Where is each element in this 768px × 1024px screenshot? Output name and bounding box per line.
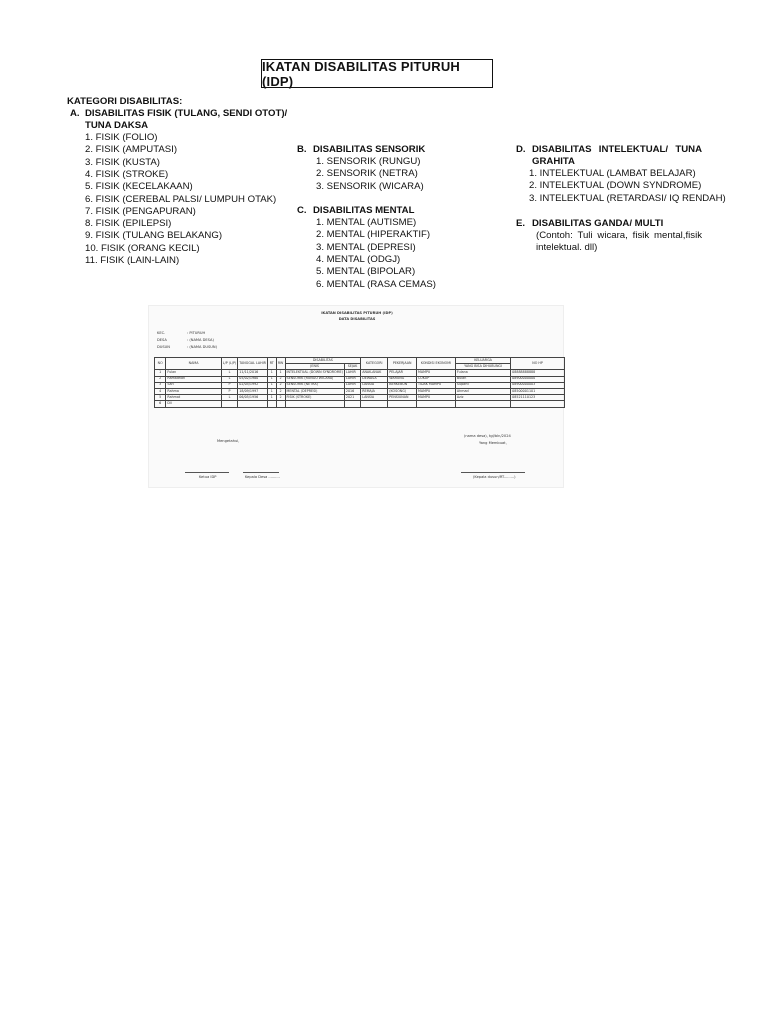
table-cell: Rahma [166,388,221,394]
table-cell: 02/05/1992 [238,382,268,388]
table-cell [221,401,238,407]
section-d-heading: DISABILITAS INTELEKTUAL/ TUNA [532,144,702,155]
table-cell: LANSIA [361,382,388,388]
table-cell: Sari [166,382,221,388]
section-a-heading: DISABILITAS FISIK (TULANG, SENDI OTOT)/ [85,108,288,119]
section-a-letter: A. [70,108,80,119]
col-sejak: SEJAK [344,364,360,370]
section-d-item: 2. INTELEKTUAL (DOWN SYNDROME) [529,180,702,192]
table-cell: Aziz [455,395,510,401]
table-cell [511,401,565,407]
table-cell: 1 [267,395,276,401]
table-cell: 2021 [344,395,360,401]
table-cell: L [221,395,238,401]
section-c-item: 3. MENTAL (DEPRESI) [316,241,416,253]
kategori-heading: KATEGORI DISABILITAS: [67,96,183,107]
col-no: NO [155,358,166,370]
table-cell: Fulana [455,370,510,376]
col-kondisi: KONDISI EKONOMI [417,358,456,370]
table-cell: MAMPU [417,395,456,401]
table-cell: BERKEBUN [388,382,417,388]
section-a-item: 2. FISIK (AMPUTASI) [85,144,178,156]
section-b-item: 3. SENSORIK (WICARA) [316,180,424,192]
section-a-item: 8. FISIK (EPILEPSI) [85,218,172,230]
section-a-item: 3. FISIK (KUSTA) [85,156,160,168]
form-kec-label: KEC. [157,331,166,335]
form-table-body [155,370,565,407]
signature-line-kadus [461,472,525,473]
section-d-item: 1. INTELEKTUAL (LAMBAT BELAJAR) [529,168,696,179]
col-rt: RT [267,358,276,370]
table-cell [344,401,360,407]
table-cell: Suparti [455,382,510,388]
col-lp: L/P (L/P) [221,358,238,370]
table-cell: INTELEKTUAL (DOWN SYNDROME) [286,370,343,375]
form-desa-value: : (NAMA DESA) [187,338,214,342]
section-b-item: 1. SENSORIK (RUNGU) [316,156,421,167]
section-e-note-cont: intelektual. dll) [536,242,598,253]
section-a-item: 5. FISIK (KECELAKAAN) [85,181,193,193]
form-title: IKATAN DISABILITAS PITURUH (IDP) [321,311,393,315]
form-ketua: Ketua IDP [199,475,217,479]
table-cell [285,401,344,407]
table-cell: Rahmat [166,395,221,401]
form-desa-label: DESA [157,338,167,342]
section-b-heading: DISABILITAS SENSORIK [313,144,426,155]
table-cell: Bulan [455,376,510,382]
form-kec-value: : PITURUH [187,331,206,335]
section-d-item: 3. INTELEKTUAL (RETARDASI/ IQ RENDAH) [529,192,726,204]
section-a-item: 4. FISIK (STROKE) [85,168,169,180]
section-c-letter: C. [297,205,307,216]
document-title: IKATAN DISABILITAS PITURUH (IDP) [261,59,493,88]
section-a-item: 7. FISIK (PENGAPURAN) [85,205,196,217]
table-cell: P [221,382,238,388]
table-cell: 1 [267,376,276,382]
table-cell: 6 [155,401,166,407]
col-rw: RW [276,358,285,370]
table-cell: MAMPU [417,370,456,376]
table-cell: 06/05/1956 [238,395,268,401]
table-cell: LAHIR [344,376,360,382]
table-cell [455,401,510,407]
table-cell: LAHIR [344,382,360,388]
section-e-note: (Contoh: Tuli wicara, fisik mental,fisik [536,230,702,241]
section-c-heading: DISABILITAS MENTAL [313,205,415,216]
form-table [154,357,565,408]
table-cell: MENTAL (DEPRESI) [285,388,344,394]
col-jenis: JENIS [285,364,344,370]
table-cell: 2016 [344,388,360,394]
section-b-item: 2. SENSORIK (NETRA) [316,168,418,180]
table-cell: LAHIR [344,370,360,376]
section-c-item: 2. MENTAL (HIPERAKTIF) [316,229,431,241]
form-subtitle: DATA DISABILITAS [338,317,376,321]
form-date-line: (nama desa), tgl/bln/2024 [464,434,511,438]
table-cell: DEWASA [361,376,388,382]
form-dusun-value: : (NAMA DUSUN) [187,345,218,349]
col-nohp: NO HP [511,358,565,370]
table-cell: Fulan [166,370,221,376]
table-cell: 2 [276,388,285,394]
table-cell: Ahmad [455,388,510,394]
section-a-heading-cont: TUNA DAKSA [85,120,149,131]
section-c-item: 6. MENTAL (RASA CEMAS) [316,278,436,290]
section-b-letter: B. [297,144,307,155]
form-table-header [155,358,565,370]
table-cell: 2 [155,376,166,382]
col-keluarga-sub: YANG BISA DIHUBUNGI [455,364,510,370]
section-e-heading: DISABILITAS GANDA/ MULTI [532,218,664,229]
table-row [155,401,565,407]
table-cell: 1 [155,370,166,376]
col-pekerjaan: PEKERJAAN [388,358,417,370]
section-d-heading-cont: GRAHITA [532,156,575,167]
section-a-item: 11. FISIK (LAIN-LAIN) [85,255,180,266]
signature-line-ketua [185,472,229,473]
table-cell [276,401,285,407]
signature-line-kades [243,472,279,473]
table-cell: 1 [267,370,276,376]
table-cell: 18/09/1997 [238,388,268,394]
table-cell: (KOSONG) [388,388,417,394]
table-cell: 08500001101 [511,388,565,394]
table-cell: P [221,388,238,394]
table-cell: PENSIUNAN [388,395,417,401]
form-kepala-desa: Kepala Desa .......... [245,475,280,479]
table-cell: LANSIA [361,395,388,401]
table-cell: 2 [276,382,285,388]
table-cell: 1 [276,370,285,376]
table-cell: ANAK-ANAK [361,370,388,376]
section-a-item: 10. FISIK (ORANG KECIL) [85,242,200,254]
table-cell: 5 [155,395,166,401]
section-c-item: 4. MENTAL (ODGJ) [316,253,401,265]
table-cell: MAMPU [417,388,456,394]
col-keluarga: KELUARGA [455,358,510,364]
table-cell: L [221,370,238,376]
table-cell: 08900000000 [511,376,565,382]
table-cell: 2 [276,376,285,382]
section-c-item: 5. MENTAL (BIPOLAR) [316,266,416,278]
table-cell: 08888888888 [511,370,565,376]
table-cell: 05/02/1980 [238,376,268,382]
form-mengetahui: Mengetahui, [217,439,240,443]
table-cell: Ramadhan [166,376,221,382]
table-cell [388,401,417,407]
table-cell: TIDAK MAMPU [417,382,456,388]
table-cell: CUKUP [417,376,456,382]
table-cell: 1 [267,382,276,388]
table-cell: PELAJAR [388,370,417,376]
form-yang-membuat: Yang Membuat, [479,441,507,445]
table-cell: Dll [166,401,221,407]
col-nama: NAMA [166,358,221,370]
table-cell: 4 [155,388,166,394]
table-cell: L [221,376,238,382]
table-cell: 08900000003 [511,382,565,388]
table-cell: SENSORIK (RUNGU WICARA) [285,376,344,382]
section-a-item: 9. FISIK (TULANG BELAKANG) [85,230,223,242]
table-cell: 08521110123 [511,395,565,401]
table-cell [361,401,388,407]
table-cell: 1 [267,388,276,394]
col-tanggal: TANGGAL LAHIR [238,358,268,370]
section-a-item: 1. FISIK (FOLIO) [85,132,158,143]
col-disabilitas: DISABILITAS [285,358,361,364]
section-a-item: 6. FISIK (CEREBAL PALSI/ LUMPUH OTAK) [85,193,277,205]
table-cell: REMAJA [361,388,388,394]
form-example-image [148,305,564,488]
table-cell [417,401,456,407]
table-cell [267,401,276,407]
table-cell [238,401,268,407]
form-dusun-label: DUSUN [157,345,170,349]
section-c-item: 1. MENTAL (AUTISME) [316,217,417,228]
section-e-letter: E. [516,218,526,229]
col-kategori: KATEGORI [361,358,388,370]
table-cell: WARUNG [388,376,417,382]
table-cell: 3 [155,382,166,388]
table-cell: SENSORIK (NETRA) [285,382,344,388]
section-d-letter: D. [516,144,526,155]
table-cell: 11/11/2016 [238,370,268,376]
form-kepala-dusun: (Kepala dusun/RT.........) [473,475,516,479]
table-cell: FISIK (STROKE) [285,395,344,401]
table-cell: 2 [276,395,285,401]
